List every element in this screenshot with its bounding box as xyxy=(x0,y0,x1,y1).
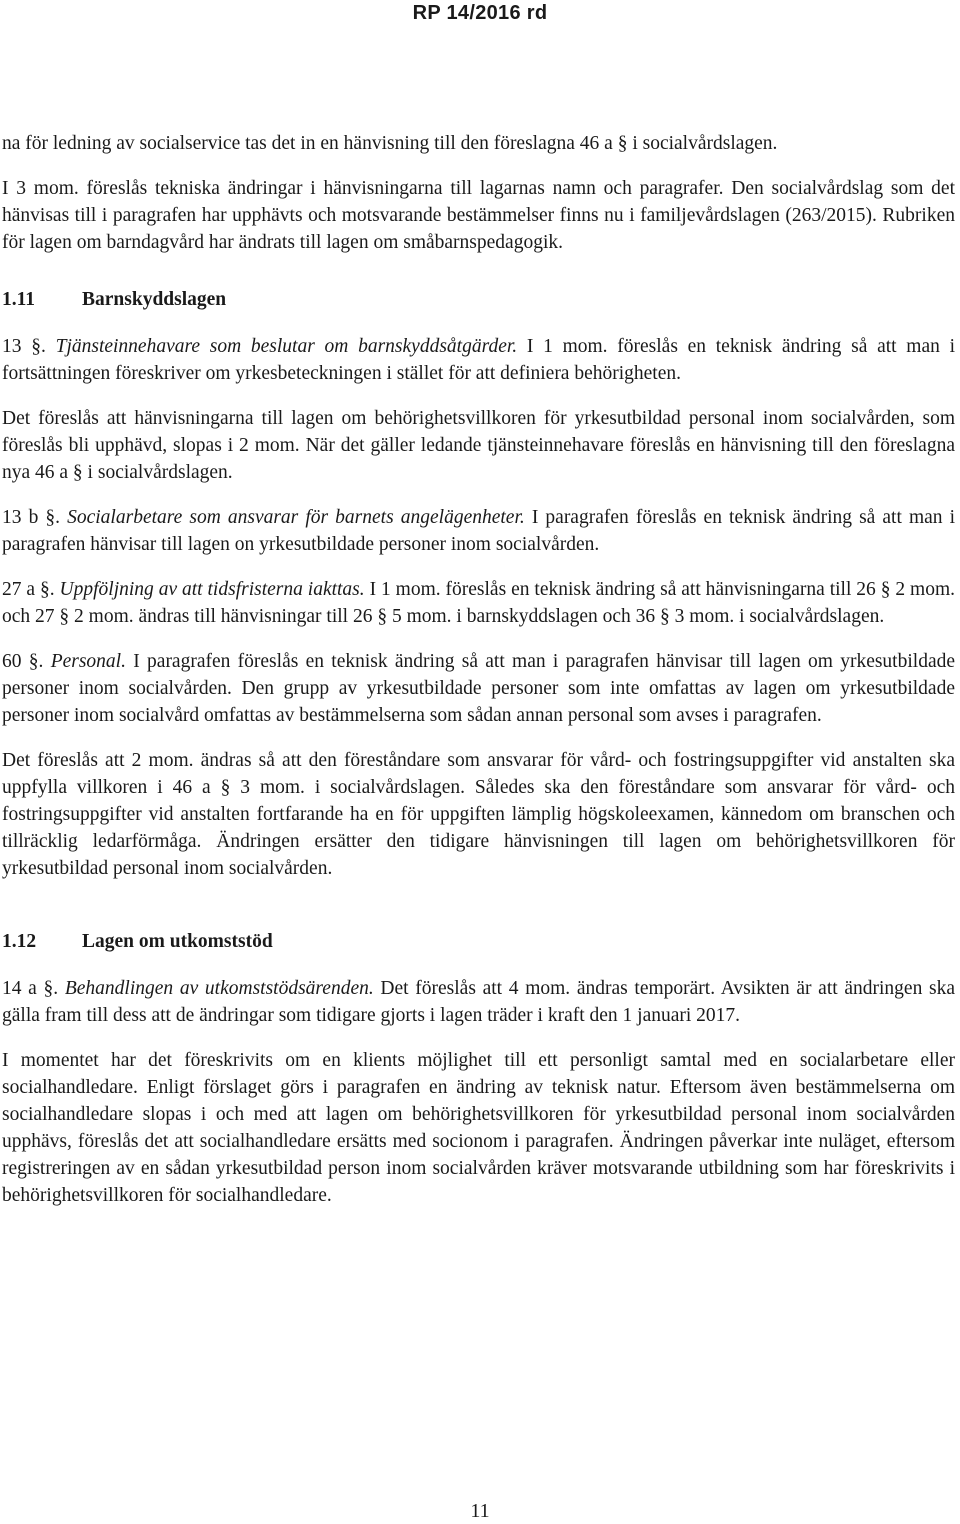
document-body xyxy=(2,130,955,1227)
paragraph-text: I paragrafen föreslås en teknisk ändring så att man i paragrafen hänvisar till lagen on yrkesutbildade personer inom socialvården. xyxy=(2,507,956,555)
paragraph-text: Det föreslås att 4 mom. ändras temporärt. Avsikten är att ändringen ska gälla fram till dess att de ändringar som tidigare gjorts i lagen träder i kraft den 1 januari 2017. xyxy=(2,978,956,1026)
document-header: RP 14/2016 rd xyxy=(412,2,548,24)
paragraph xyxy=(2,504,955,558)
paragraph: na för ledning av socialservice tas det in en hänvisning till den föreslagna 46 a § i socialvårdslagen. xyxy=(2,133,778,154)
paragraph: Det föreslås att 2 mom. ändras så att den föreståndare som ansvarar för vård- och fostringsuppgifter vid anstalten ska uppfylla villkoren i 46 a § 3 mom. i socialvårdslagen. Således ska den föreståndare som ansvarar för vård- och fostringsuppgifter vid anstalten fortfarande ha en för uppgiften lämplig högskoleexamen, kännedom om branschen och tillräcklig ledarförmåga. Ändringen ersätter den tidigare hänvisningen till lagen om behörighetsvillkoren för yrkesutbildad personal inom socialvården. xyxy=(2,750,955,879)
section-label: 13 b §. xyxy=(2,507,61,528)
section-number: 1.11 xyxy=(2,289,36,310)
section-rubric: Socialarbetare som ansvarar för barnets angelägenheter. xyxy=(67,507,525,528)
section-label: 13 §. xyxy=(2,336,46,357)
section-heading xyxy=(2,928,955,955)
paragraph-text: I 1 mom. föreslås en teknisk ändring så att man i fortsättningen föreskriver om yrkesbeteckningen i stället för att definiera behörigheten. xyxy=(2,336,956,384)
paragraph-text: I 1 mom. föreslås en teknisk ändring så att hänvisningarna till 26 § 2 mom. och 27 § 2 mom. ändras till hänvisningar till 26 § 5 mom. i barnskyddslagen och 36 § 3 mom. i socialvårdslagen. xyxy=(2,579,956,627)
section-title: Barnskyddslagen xyxy=(82,289,227,310)
section-rubric: Tjänsteinnehavare som beslutar om barnskyddsåtgärder. xyxy=(55,336,518,357)
paragraph: Det föreslås att hänvisningarna till lagen om behörighetsvillkoren för yrkesutbildad personal inom socialvården, som föreslås bli upphävd, slopas i 2 mom. När det gäller ledande tjänsteinnehavare föreslås en hänvisning till den föreslagna nya 46 a § i socialvårdslagen. xyxy=(2,408,955,483)
section-title: Lagen om utkomststöd xyxy=(82,931,273,952)
section-rubric: Personal. xyxy=(50,651,126,672)
paragraph xyxy=(2,333,955,387)
section-number: 1.12 xyxy=(2,931,37,952)
paragraph-text: I paragrafen föreslås en teknisk ändring så att man i paragrafen hänvisar till lagen om yrkesutbildade personer inom socialvården. Den grupp av yrkesutbildade personer som inte omfattas av lagen om yrkesutbildade personer inom socialvård omfattas av bestämmelserna som sådan annan personal som avses i paragrafen. xyxy=(2,651,955,726)
paragraph: I 3 mom. föreslås tekniska ändringar i hänvisningarna till lagarnas namn och paragrafer. Den socialvårdslag som det hänvisas till i paragrafen har upphävts och motsvarande bestämmelser finns nu i familjevårdslagen (263/2015). Rubriken för lagen om barndagvård har ändrats till lagen om småbarnspedagogik. xyxy=(2,178,955,253)
paragraph xyxy=(2,576,955,630)
section-label: 27 a §. xyxy=(2,579,55,600)
page-number: 11 xyxy=(470,1500,490,1522)
section-heading xyxy=(2,286,955,313)
paragraph: I momentet har det föreskrivits om en klients möjlighet till ett personligt samtal med en socialarbetare eller socialhandledare. Enligt förslaget görs i paragrafen en ändring av teknisk natur. Eftersom även bestämmelserna om socialhandledare slopas i och med att lagen om behörighetsvillkoren för yrkesutbildad personal inom socialvården upphävs, föreslås det att socialhandledare ersätts med socionom i paragrafen. Ändringen påverkar inte nuläget, eftersom registreringen av en sådan yrkesutbildad person inom socialvården kräver motsvarande utbildning som har föreskrivits i behörighetsvillkoren för socialhandledare. xyxy=(2,1050,955,1206)
section-label: 60 §. xyxy=(2,651,44,672)
section-label: 14 a §. xyxy=(2,978,59,999)
section-rubric: Uppföljning av att tidsfristerna iakttas. xyxy=(59,579,365,600)
section-rubric: Behandlingen av utkomststödsärenden. xyxy=(64,978,374,999)
paragraph xyxy=(2,975,955,1029)
paragraph xyxy=(2,648,955,729)
